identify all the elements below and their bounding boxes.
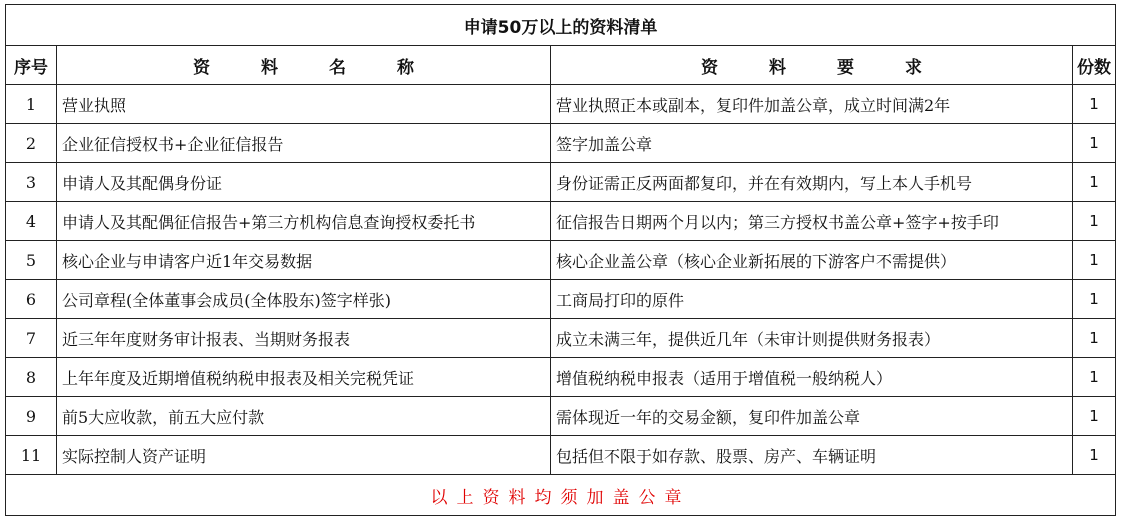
row-requirement: 营业执照正本或副本，复印件加盖公章，成立时间满2年 (551, 85, 1073, 124)
row-material-name: 实际控制人资产证明 (57, 436, 551, 475)
row-index: 11 (6, 436, 57, 475)
table-row (6, 241, 1116, 280)
row-copies: 1 (1073, 358, 1116, 397)
header-row (6, 46, 1116, 85)
table-row (6, 280, 1116, 319)
row-requirement: 身份证需正反两面都复印，并在有效期内，写上本人手机号 (551, 163, 1073, 202)
row-requirement: 核心企业盖公章（核心企业新拓展的下游客户不需提供） (551, 241, 1073, 280)
row-copies: 1 (1073, 124, 1116, 163)
row-material-name: 公司章程(全体董事会成员(全体股东)签字样张) (57, 280, 551, 319)
row-index: 4 (6, 202, 57, 241)
table-row (6, 202, 1116, 241)
row-index: 9 (6, 397, 57, 436)
row-index: 3 (6, 163, 57, 202)
row-material-name: 申请人及其配偶征信报告+第三方机构信息查询授权委托书 (57, 202, 551, 241)
row-copies: 1 (1073, 436, 1116, 475)
row-copies: 1 (1073, 241, 1116, 280)
document-checklist-table (5, 4, 1116, 516)
table-row (6, 319, 1116, 358)
row-copies: 1 (1073, 280, 1116, 319)
row-copies: 1 (1073, 163, 1116, 202)
row-copies: 1 (1073, 319, 1116, 358)
row-requirement: 签字加盖公章 (551, 124, 1073, 163)
table-row (6, 358, 1116, 397)
row-requirement: 工商局打印的原件 (551, 280, 1073, 319)
header-index: 序号 (6, 46, 57, 85)
row-material-name: 前5大应收款，前五大应付款 (57, 397, 551, 436)
header-copies: 份数 (1073, 46, 1116, 85)
row-index: 1 (6, 85, 57, 124)
row-requirement: 增值税纳税申报表（适用于增值税一般纳税人） (551, 358, 1073, 397)
row-copies: 1 (1073, 397, 1116, 436)
row-material-name: 营业执照 (57, 85, 551, 124)
row-material-name: 企业征信授权书+企业征信报告 (57, 124, 551, 163)
table-row (6, 397, 1116, 436)
header-material-requirement: 资 料 要 求 (551, 46, 1073, 85)
row-index: 5 (6, 241, 57, 280)
row-index: 6 (6, 280, 57, 319)
row-requirement: 征信报告日期两个月以内；第三方授权书盖公章+签字+按手印 (551, 202, 1073, 241)
table-title: 申请50万以上的资料清单 (6, 5, 1116, 46)
row-index: 7 (6, 319, 57, 358)
table-row (6, 85, 1116, 124)
row-material-name: 上年年度及近期增值税纳税申报表及相关完税凭证 (57, 358, 551, 397)
row-material-name: 近三年年度财务审计报表、当期财务报表 (57, 319, 551, 358)
row-material-name: 核心企业与申请客户近1年交易数据 (57, 241, 551, 280)
row-material-name: 申请人及其配偶身份证 (57, 163, 551, 202)
row-requirement: 需体现近一年的交易金额，复印件加盖公章 (551, 397, 1073, 436)
table-row (6, 163, 1116, 202)
header-material-name: 资 料 名 称 (57, 46, 551, 85)
row-index: 2 (6, 124, 57, 163)
row-copies: 1 (1073, 202, 1116, 241)
table-row (6, 436, 1116, 475)
row-index: 8 (6, 358, 57, 397)
row-requirement: 包括但不限于如存款、股票、房产、车辆证明 (551, 436, 1073, 475)
row-copies: 1 (1073, 85, 1116, 124)
row-requirement: 成立未满三年，提供近几年（未审计则提供财务报表） (551, 319, 1073, 358)
footer-notice: 以上资料均须加盖公章 (6, 475, 1116, 516)
table-row (6, 124, 1116, 163)
